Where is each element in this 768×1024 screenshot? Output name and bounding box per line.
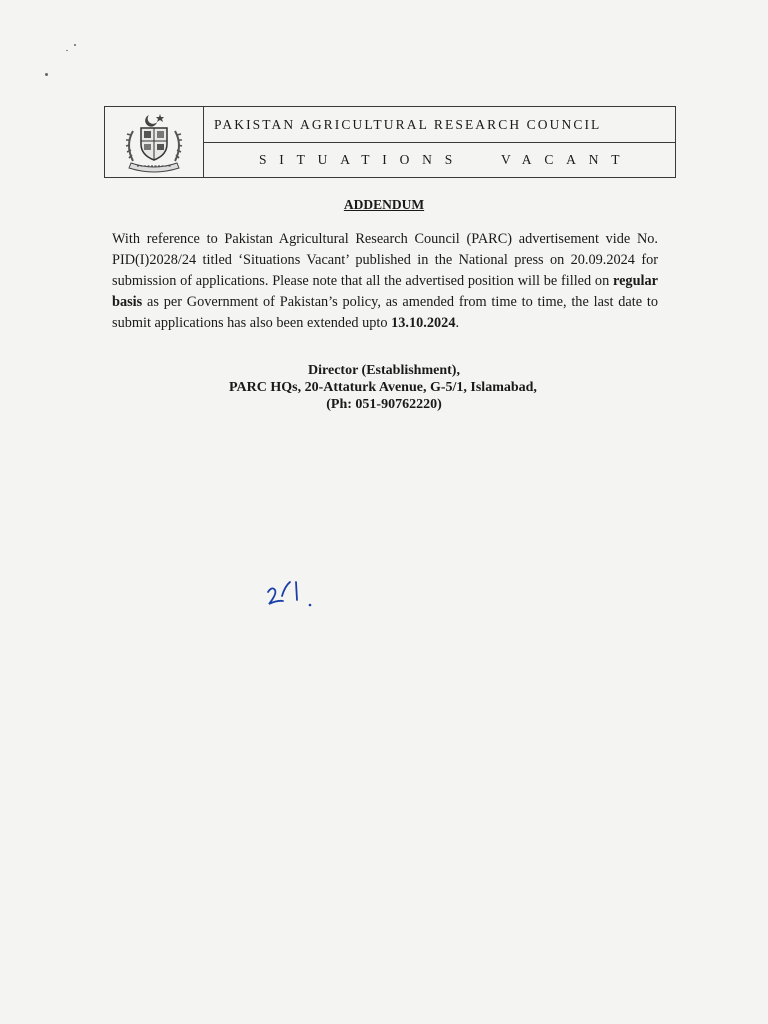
body-text-part2: as per Government of Pakistan’s policy, as amended from time to time, the last date to submit applications has also been extended upto [112, 294, 658, 331]
body-text-part1: With reference to Pakistan Agricultural Research Council (PARC) advertisement vide No. PID(I)2028/24 titled ‘Situations Vacant’ published in the National press on 20.09.2024 for submission of applications. Please note that all the advertised position will be filled on [112, 231, 658, 289]
letterhead-box [104, 106, 676, 178]
scan-speck [74, 44, 76, 46]
signatory-address: PARC HQs, 20-Attaturk Avenue, G-5/1, Islamabad, [229, 380, 537, 395]
signatory-phone: (Ph: 051-90762220) [326, 397, 442, 412]
body-emphasis-regular-basis: regular basis [112, 273, 658, 310]
addendum-heading: ADDENDUM [343, 197, 425, 212]
subtitle-word-situations: SITUATIONS [259, 152, 466, 167]
organization-name: PAKISTAN AGRICULTURAL RESEARCH COUNCIL [204, 107, 675, 143]
situations-vacant-title [204, 143, 675, 177]
body-text-part3: . [455, 315, 460, 331]
addendum-body [112, 229, 658, 334]
scan-speck [66, 50, 68, 51]
government-emblem-logo [119, 111, 189, 173]
signature-block [0, 362, 768, 413]
handwritten-initials [258, 574, 320, 614]
body-extended-date: 13.10.2024 [391, 315, 456, 331]
subtitle-word-vacant: VACANT [501, 152, 633, 167]
signatory-title: Director (Establishment), [308, 363, 460, 378]
logo-cell [105, 107, 204, 177]
scan-speck [45, 73, 48, 76]
